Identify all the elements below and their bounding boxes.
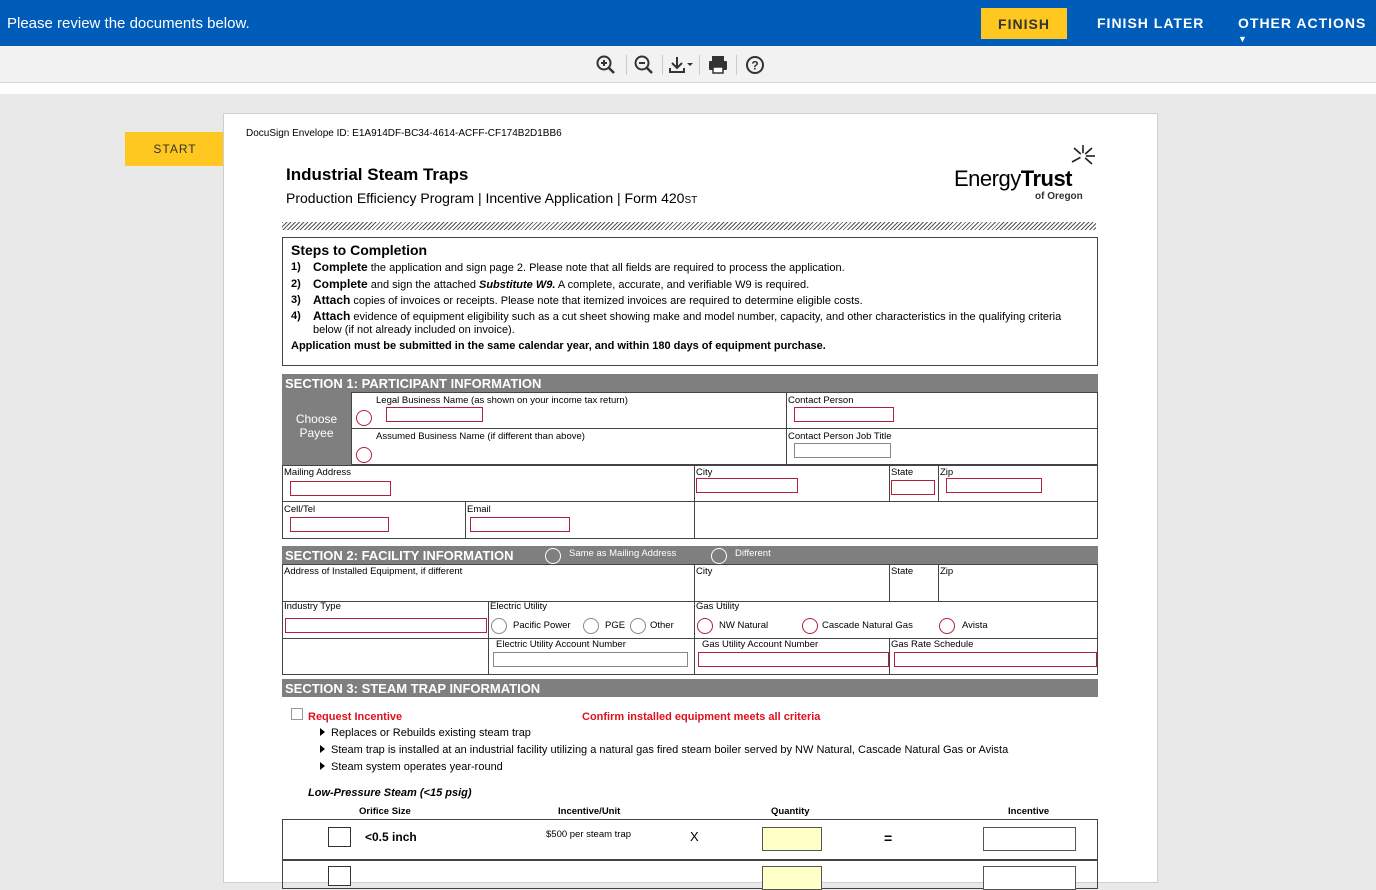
top-bar	[0, 0, 1376, 46]
steps-box	[282, 237, 1098, 366]
mailing-label: Mailing Address	[284, 467, 352, 478]
email-label: Email	[467, 504, 491, 515]
criteria-item: Steam trap is installed at an industrial facility utilizing a natural gas fired steam boiler served by NW Natural, Cascade Natural Gas or Avista	[320, 744, 1008, 756]
other-radio[interactable]	[630, 618, 646, 634]
legal-name-field[interactable]	[386, 407, 483, 422]
state-field[interactable]	[891, 480, 935, 495]
finish-later-button[interactable]: FINISH LATER	[1097, 15, 1205, 31]
elec-acct-field[interactable]	[493, 652, 688, 667]
orifice-row-checkbox[interactable]	[328, 866, 351, 886]
toolbar-divider	[699, 55, 700, 75]
step-1: 1) Complete the application and sign page 2. Please note that all fields are required to process the application.	[291, 260, 845, 274]
download-icon[interactable]	[668, 54, 696, 76]
cell-tel-label: Cell/Tel	[284, 504, 316, 515]
mailing-field[interactable]	[290, 481, 391, 496]
low-pressure-heading: Low-Pressure Steam (<15 psig)	[308, 787, 472, 799]
toolbar-divider	[626, 55, 627, 75]
different-address-label: Different	[735, 548, 771, 559]
gas-rate-field[interactable]	[894, 652, 1097, 667]
request-incentive-checkbox[interactable]	[291, 708, 303, 720]
form-subtitle	[286, 190, 697, 206]
incentive-rate-value: $500 per steam trap	[546, 829, 632, 840]
svg-text:?: ?	[751, 58, 759, 73]
col-incentive-unit: Incentive/Unit	[558, 806, 621, 817]
contact-person-label: Contact Person	[788, 395, 854, 406]
steps-footer: Application must be submitted in the same calendar year, and within 180 days of equipment purchase.	[291, 339, 826, 352]
form-title: Industrial Steam Traps	[286, 165, 469, 184]
facility-zip-cell	[938, 564, 1098, 602]
document-toolbar	[0, 46, 1376, 83]
logo-subtext: of Oregon	[1035, 191, 1083, 202]
section-1-header: SECTION 1: PARTICIPANT INFORMATION	[282, 374, 1098, 392]
other-label: Other	[650, 620, 674, 631]
nw-natural-radio[interactable]	[697, 618, 713, 634]
incentive-total-field[interactable]	[983, 827, 1076, 851]
city-label: City	[696, 467, 713, 478]
same-address-label: Same as Mailing Address	[569, 548, 677, 559]
avista-label: Avista	[962, 620, 988, 631]
help-icon[interactable]	[744, 54, 766, 76]
review-message: Please review the documents below.	[7, 15, 250, 32]
gas-label: Gas Utility	[696, 601, 740, 612]
toolbar-divider	[662, 55, 663, 75]
pge-label: PGE	[605, 620, 626, 631]
section-3-header: SECTION 3: STEAM TRAP INFORMATION	[282, 679, 1098, 697]
assumed-name-label: Assumed Business Name (if different than above)	[376, 431, 585, 442]
nw-natural-label: NW Natural	[719, 620, 769, 631]
electric-label: Electric Utility	[490, 601, 548, 612]
step-4: 4) Attach evidence of equipment eligibility such as a cut sheet showing make and model number, capacity, and other characteristics in the qualifying criteria below (if not already included on invoice).	[291, 308, 1062, 336]
request-incentive-label: Request Incentive	[308, 711, 403, 723]
col-quantity: Quantity	[771, 806, 810, 817]
step-2: 2) Complete and sign the attached Substitute W9. A complete, accurate, and verifiable W9 is required.	[291, 276, 810, 291]
orifice-row-checkbox[interactable]	[328, 827, 351, 847]
cell-tel-field[interactable]	[290, 517, 389, 532]
form-subtitle-main: Production Efficiency Program | Incentive Application | Form 420	[286, 190, 685, 206]
logo-text	[954, 166, 1072, 192]
zip-field[interactable]	[946, 478, 1042, 493]
equals-sign: =	[884, 830, 893, 846]
facility-zip-label: Zip	[940, 566, 954, 577]
form-subtitle-suffix: ST	[684, 195, 698, 206]
cascade-radio[interactable]	[802, 618, 818, 634]
gas-acct-label: Gas Utility Account Number	[702, 639, 819, 650]
blank-cell	[282, 638, 489, 675]
choose-payee-label: Choose Payee	[282, 392, 351, 465]
toolbar-divider	[736, 55, 737, 75]
finish-button[interactable]: FINISH	[981, 8, 1067, 39]
energy-trust-logo	[954, 142, 1104, 206]
different-address-radio[interactable]	[711, 548, 727, 564]
contact-title-label: Contact Person Job Title	[788, 431, 892, 442]
install-address-label: Address of Installed Equipment, if different	[284, 566, 463, 577]
pge-radio[interactable]	[583, 618, 599, 634]
caret-down-icon: ▼	[1238, 34, 1248, 44]
print-icon[interactable]	[707, 54, 729, 76]
hatch-divider	[282, 222, 1096, 230]
logo-bold: Trust	[1020, 166, 1073, 191]
envelope-id: DocuSign Envelope ID: E1A914DF-BC34-4614-ACFF-CF174B2D1BB6	[246, 128, 562, 139]
elec-acct-label: Electric Utility Account Number	[496, 639, 626, 650]
section-2-title: SECTION 2: FACILITY INFORMATION	[285, 548, 514, 563]
zoom-out-icon[interactable]	[633, 54, 655, 76]
col-orifice-size: Orifice Size	[359, 806, 411, 817]
toolbar-strip	[0, 83, 1376, 94]
times-sign: X	[690, 829, 699, 844]
empty-cell	[694, 501, 1098, 539]
criteria-item: Steam system operates year-round	[320, 761, 503, 773]
pacific-power-radio[interactable]	[491, 618, 507, 634]
email-field[interactable]	[470, 517, 570, 532]
logo-main: Energy	[954, 166, 1021, 191]
gas-rate-label: Gas Rate Schedule	[891, 639, 974, 650]
step-3: 3) Attach copies of invoices or receipts. Please note that itemized invoices are required to determine eligible costs.	[291, 293, 863, 307]
quantity-field[interactable]	[762, 827, 822, 851]
payee-legal-radio[interactable]	[356, 410, 372, 426]
col-incentive: Incentive	[1008, 806, 1050, 817]
contact-person-field[interactable]	[794, 407, 894, 422]
facility-city-label: City	[696, 566, 713, 577]
zip-label: Zip	[940, 467, 954, 478]
start-button[interactable]: START	[125, 132, 225, 166]
other-actions-button[interactable]	[1238, 15, 1376, 47]
state-label: State	[891, 467, 914, 478]
payee-assumed-radio[interactable]	[356, 447, 372, 463]
table-row	[282, 859, 1098, 889]
document-page	[223, 113, 1158, 883]
industry-field[interactable]	[285, 618, 487, 633]
city-field[interactable]	[696, 478, 798, 493]
orifice-size-value: <0.5 inch	[365, 830, 417, 844]
avista-radio[interactable]	[939, 618, 955, 634]
confirm-criteria-label: Confirm installed equipment meets all criteria	[582, 711, 821, 723]
pacific-power-label: Pacific Power	[513, 620, 571, 631]
facility-city-cell	[694, 564, 890, 602]
contact-title-field[interactable]	[794, 443, 891, 458]
gas-acct-field[interactable]	[698, 652, 889, 667]
industry-label: Industry Type	[284, 601, 341, 612]
cascade-label: Cascade Natural Gas	[822, 620, 913, 631]
zoom-in-icon[interactable]	[595, 54, 617, 76]
steps-heading: Steps to Completion	[291, 242, 428, 258]
criteria-item: Replaces or Rebuilds existing steam trap	[320, 727, 531, 739]
legal-name-label: Legal Business Name (as shown on your income tax return)	[376, 395, 628, 406]
facility-state-label: State	[891, 566, 914, 577]
section-2-header	[282, 546, 1098, 564]
same-address-radio[interactable]	[545, 548, 561, 564]
logo-burst-icon	[1068, 142, 1098, 170]
other-actions-label: OTHER ACTIONS	[1238, 15, 1367, 31]
